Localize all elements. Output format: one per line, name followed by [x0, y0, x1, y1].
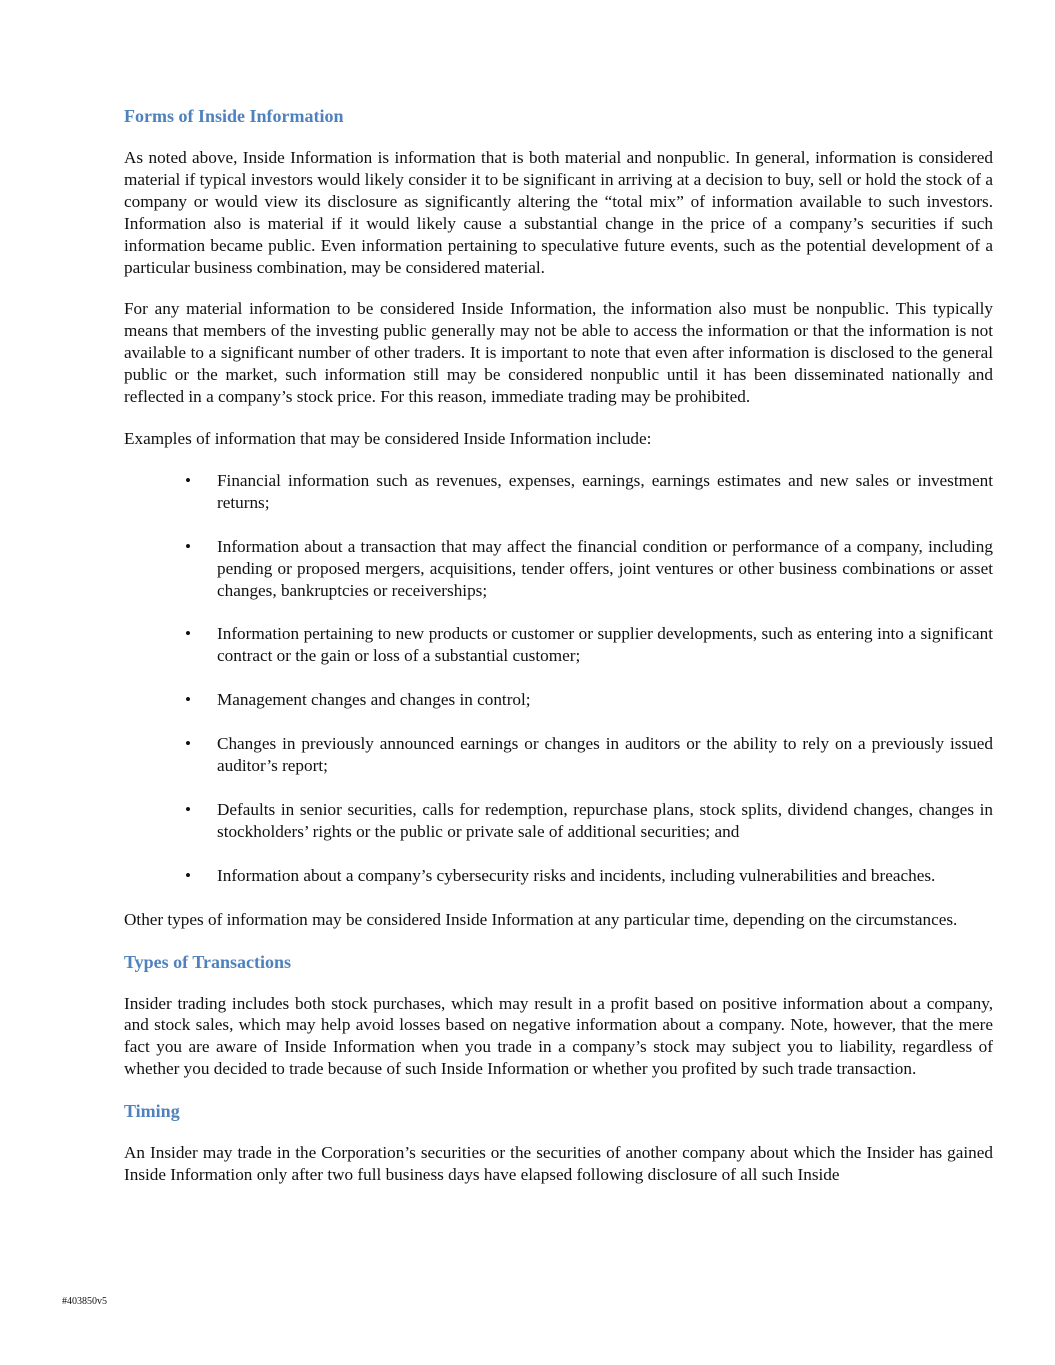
section-heading-timing: Timing [124, 1101, 180, 1122]
bullet-icon: • [185, 734, 192, 754]
bullet-icon: • [185, 799, 192, 819]
bullet-text: Information pertaining to new products or customer or supplier developments, such as entering into a significant contract or the gain or loss of a substantial customer; [217, 624, 993, 666]
section-heading-forms-of-inside-information: Forms of Inside Information [124, 106, 344, 126]
bullet-icon: • [185, 624, 192, 644]
paragraph-other-types: Other types of information may be considered Inside Information at any particular time, depending on the circumstances. [124, 909, 958, 929]
bullet-item-financial [124, 470, 993, 514]
document-id-footer: #403850v5 [62, 1296, 107, 1307]
bullet-text: Information about a transaction that may affect the financial condition or performance of a company, including pending or proposed mergers, acquisitions, tender offers, joint ventures or other business combinations or asset changes, bankruptcies or receiverships; [217, 536, 993, 600]
document-page [124, 105, 993, 1206]
bullet-icon: • [185, 865, 192, 885]
bullet-text: Information about a company’s cybersecurity risks and incidents, including vulnerabilities and breaches. [217, 865, 936, 885]
bullet-item-defaults [124, 799, 993, 843]
bullet-text: Financial information such as revenues, expenses, earnings, earnings estimates and new sales or investment returns; [217, 470, 993, 512]
paragraph-nonpublic: For any material information to be considered Inside Information, the information also must be nonpublic. This typically means that members of the investing public generally may not be able to access the information or that the information is not available to a significant number of other traders. It is important to note that even after information is disclosed to the general public or the market, such information still may be considered nonpublic until it has been disseminated nationally and reflected in a company’s stock price. For this reason, immediate trading may be prohibited. [124, 299, 993, 407]
bullet-icon: • [185, 470, 192, 490]
section-heading-types-of-transactions: Types of Transactions [124, 951, 292, 972]
bullet-text: Defaults in senior securities, calls for redemption, repurchase plans, stock splits, dividend changes, changes in stockholders’ rights or the public or private sale of additional securities; and [217, 799, 993, 841]
paragraph-materiality: As noted above, Inside Information is information that is both material and nonpublic. In general, information is considered material if typical investors would likely consider it to be significant in arriving at a decision to buy, sell or hold the stock of a company or would view its disclosure as significantly altering the “total mix” of information available to such investors. Information also is material if it would likely cause a substantial change in the price of a company’s securities if such information became public. Even information pertaining to speculative future events, such as the potential development of a particular business combination, may be considered material. [124, 148, 993, 277]
examples-bullet-list [124, 470, 993, 887]
paragraph-insider-trading: Insider trading includes both stock purchases, which may result in a profit based on positive information about a company, and stock sales, which may help avoid losses based on negative information about a company. Note, however, that the mere fact you are aware of Inside Information when you trade in a company’s stock may subject you to liability, regardless of whether you decided to trade because of such Inside Information or whether you profited by such trade transaction. [124, 993, 993, 1079]
bullet-icon: • [185, 690, 192, 710]
bullet-item-cybersecurity [124, 865, 993, 887]
bullet-item-management [124, 689, 993, 711]
bullet-text: Management changes and changes in control; [217, 690, 531, 710]
bullet-icon: • [185, 536, 192, 556]
paragraph-timing: An Insider may trade in the Corporation’s securities or the securities of another company about which the Insider has gained Inside Information only after two full business days have elapsed following disclosure of all such Inside [124, 1143, 993, 1185]
bullet-item-products [124, 623, 993, 667]
bullet-text: Changes in previously announced earnings or changes in auditors or the ability to rely on a previously issued auditor’s report; [217, 734, 993, 776]
paragraph-examples-intro: Examples of information that may be considered Inside Information include: [124, 428, 652, 448]
bullet-item-earnings-auditors [124, 733, 993, 777]
bullet-item-transaction [124, 536, 993, 602]
